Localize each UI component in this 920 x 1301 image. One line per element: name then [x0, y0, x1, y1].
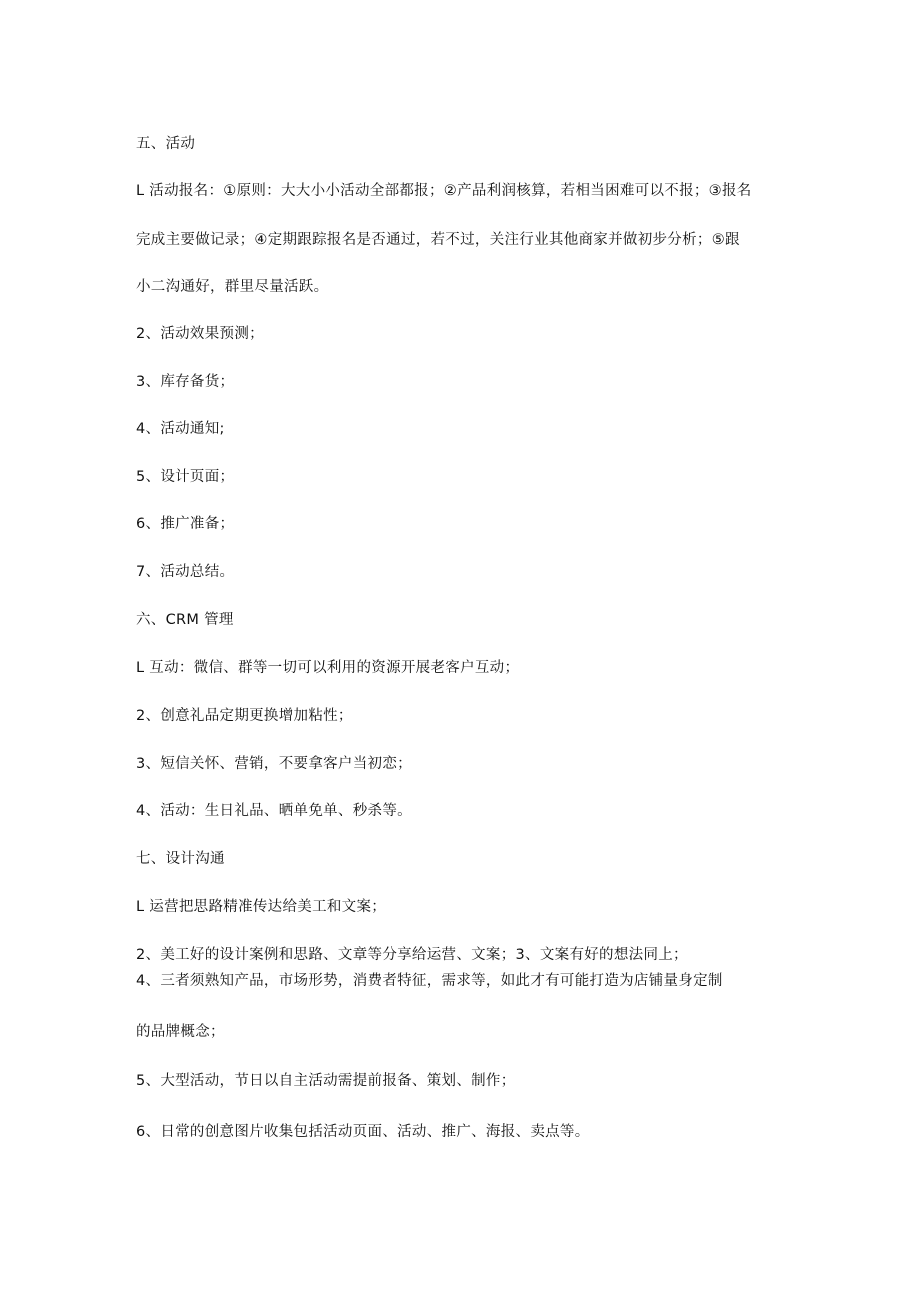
paragraph-line: 的品牌概念； [136, 1024, 225, 1040]
section-heading-design: 七、设计沟通 [136, 851, 225, 867]
section-heading-crm: 六、CRM 管理 [136, 612, 234, 628]
section-heading-activities: 五、活动 [136, 136, 196, 152]
paragraph-line: L 活动报名：①原则：大大小小活动全部都报；②产品利润核算，若相当困难可以不报；③报名 [136, 183, 752, 199]
paragraph-line: 完成主要做记录；④定期跟踪报名是否通过，若不过，关注行业其他商家并做初步分析；⑤跟 [136, 232, 740, 248]
list-item: 6、日常的创意图片收集包括活动页面、活动、推广、海报、卖点等。 [136, 1124, 590, 1140]
list-item: 2、创意礼品定期更换增加粘性； [136, 708, 353, 724]
list-item: 2、美工好的设计案例和思路、文章等分享给运营、文案；3、文案有好的想法同上； [136, 947, 688, 963]
list-item: 4、活动通知; [136, 421, 225, 437]
paragraph-line: 小二沟通好，群里尽量活跃。 [136, 279, 329, 295]
list-item: 7、活动总结。 [136, 564, 235, 580]
list-item: 5、大型活动，节日以自主活动需提前报备、策划、制作； [136, 1073, 516, 1089]
list-item: L 互动：微信、群等一切可以利用的资源开展老客户互动； [136, 660, 520, 676]
list-item: L 运营把思路精准传达给美工和文案； [136, 899, 387, 915]
list-item: 4、活动：生日礼品、晒单免单、秒杀等。 [136, 803, 412, 819]
list-item: 3、库存备货； [136, 374, 235, 390]
list-item: 2、活动效果预测； [136, 326, 264, 342]
list-item: 3、短信关怀、营销，不要拿客户当初恋； [136, 756, 412, 772]
list-item: 6、推广准备； [136, 516, 235, 532]
list-item: 5、设计页面； [136, 469, 235, 485]
list-item: 4、三者须熟知产品，市场形势，消费者特征，需求等，如此才有可能打造为店铺量身定制 [136, 973, 723, 989]
